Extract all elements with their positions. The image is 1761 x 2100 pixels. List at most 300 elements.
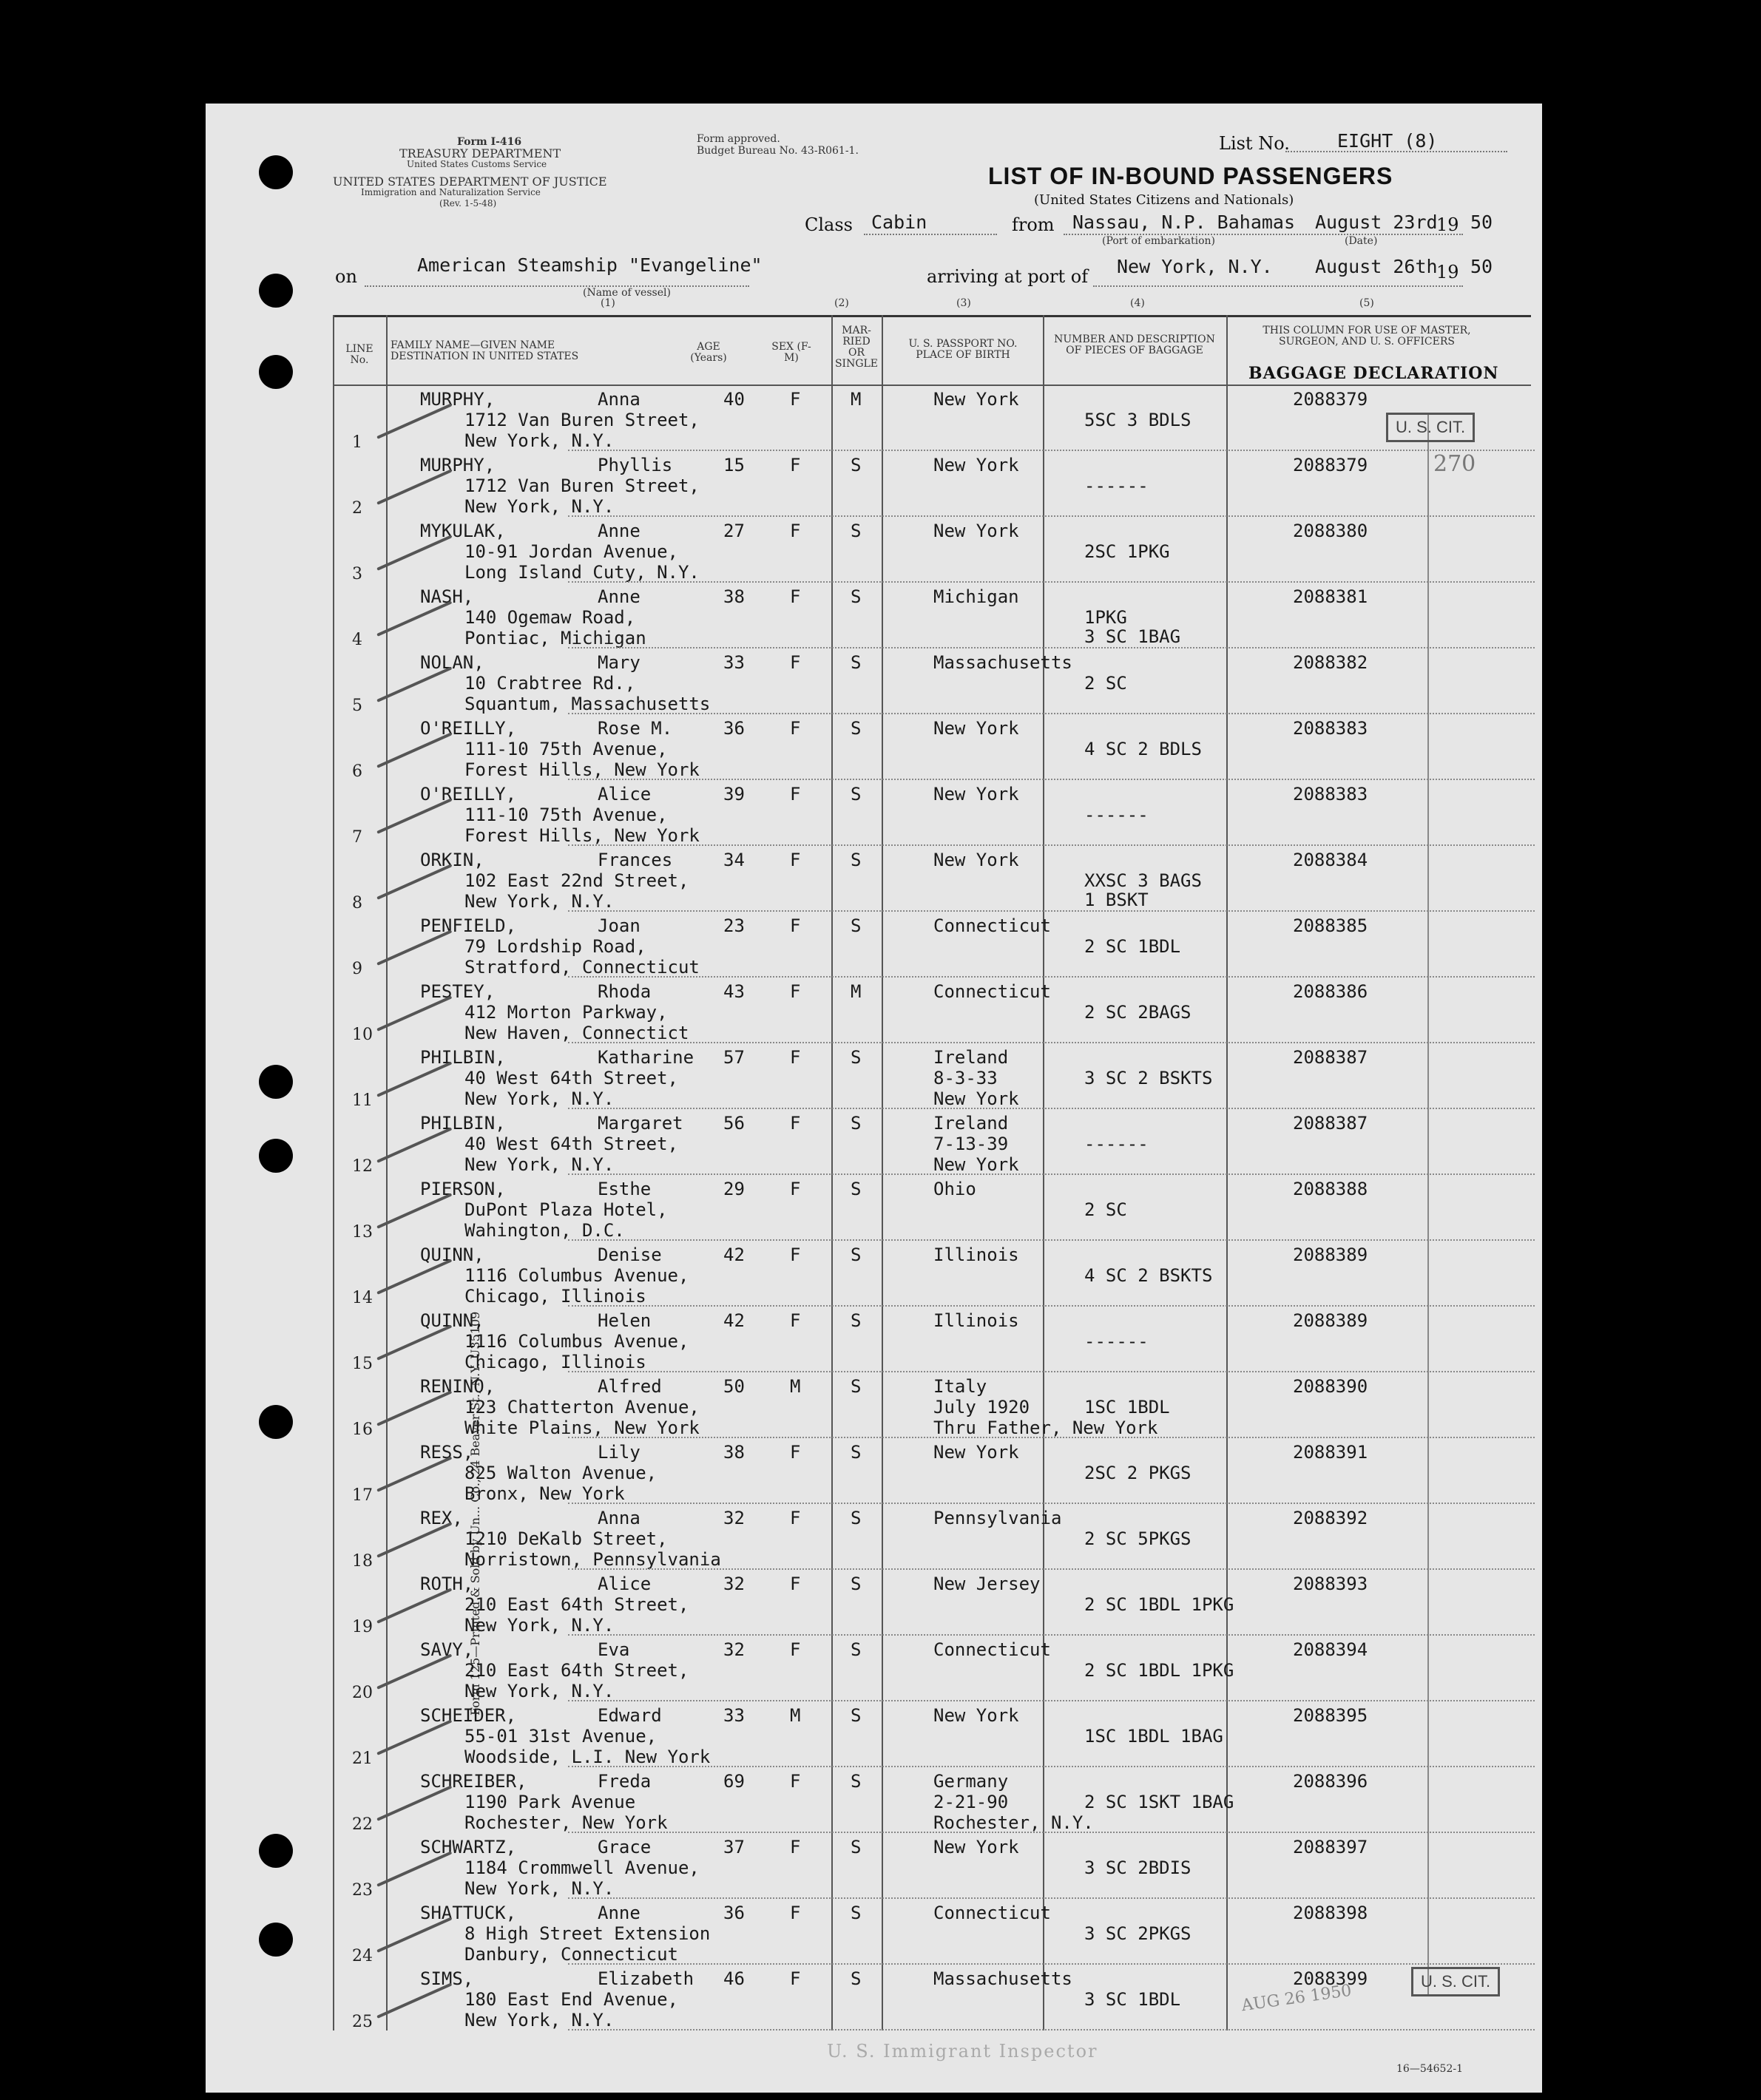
col-num-5: (5) <box>1359 297 1374 309</box>
birth-place: Connecticut <box>933 1639 1051 1660</box>
table-row <box>206 1437 1542 1503</box>
address-street: 79 Lordship Road, <box>464 936 646 957</box>
table-row <box>206 1767 1542 1832</box>
header-baggage-declaration: BAGGAGE DECLARATION <box>1248 364 1499 383</box>
sex: M <box>790 1376 801 1397</box>
address-city: New York, N.Y. <box>464 1088 615 1109</box>
birth-detail: 2-21-90 <box>933 1792 1009 1812</box>
age: 23 <box>723 915 745 936</box>
header-name: FAMILY NAME—GIVEN NAME <box>391 339 555 351</box>
declaration-number: 2088384 <box>1293 850 1368 870</box>
family-name: PHILBIN, <box>420 1113 506 1134</box>
baggage: 2 SC 5PKGS <box>1084 1528 1192 1549</box>
from-label: from <box>1012 214 1055 235</box>
birth-detail: 7-13-39 <box>933 1134 1009 1154</box>
baggage: 3 SC 2BDIS <box>1084 1857 1192 1878</box>
family-name: SAVY, <box>420 1639 474 1660</box>
address-city: New York, N.Y. <box>464 1681 615 1701</box>
address-city: Danbury, Connecticut <box>464 1944 678 1965</box>
age: 32 <box>723 1574 745 1594</box>
table-row <box>206 582 1542 648</box>
justice-department: UNITED STATES DEPARTMENT OF JUSTICE <box>333 175 607 189</box>
family-name: SCHWARTZ, <box>420 1837 517 1857</box>
table-top-rule <box>333 315 1531 317</box>
vessel-line <box>365 285 749 287</box>
given-name: Rose M. <box>598 718 673 739</box>
marital-status: S <box>851 1508 862 1528</box>
birth-place: Ireland <box>933 1113 1009 1134</box>
age: 42 <box>723 1310 745 1331</box>
declaration-number: 2088395 <box>1293 1705 1368 1726</box>
arrival-port: New York, N.Y. <box>1117 256 1273 277</box>
declaration-number: 2088394 <box>1293 1639 1368 1660</box>
family-name: RENINO, <box>420 1376 496 1397</box>
given-name: Grace <box>598 1837 652 1857</box>
table-row <box>206 1503 1542 1569</box>
given-name: Alice <box>598 784 652 805</box>
page-title: LIST OF IN-BOUND PASSENGERS <box>988 163 1393 189</box>
baggage: 5SC 3 BDLS <box>1084 410 1192 430</box>
embark-year-prefix: 19 <box>1436 214 1459 235</box>
family-name: NOLAN, <box>420 652 484 673</box>
address-street: 1190 Park Avenue <box>464 1792 636 1812</box>
given-name: Anne <box>598 521 640 541</box>
line-number: 9 <box>352 960 362 978</box>
birth-place: Connecticut <box>933 981 1051 1002</box>
baggage-2: 1 BSKT <box>1084 890 1149 910</box>
birth-place: New York <box>933 850 1019 870</box>
table-row <box>206 1635 1542 1701</box>
given-name: Joan <box>598 915 640 936</box>
age: 38 <box>723 586 745 607</box>
address-city: New York, N.Y. <box>464 2010 615 2030</box>
header-column-use: THIS COLUMN FOR USE OF MASTER, SURGEON, AND U. S. OFFICERS <box>1263 325 1471 348</box>
line-number: 13 <box>352 1223 373 1242</box>
address-city: Squantum, Massachusetts <box>464 694 711 714</box>
age: 39 <box>723 784 745 805</box>
line-number: 2 <box>352 499 362 518</box>
marital-status: M <box>851 389 862 410</box>
baggage: ------ <box>1084 475 1149 496</box>
baggage: ------ <box>1084 1134 1149 1154</box>
marital-status: S <box>851 784 862 805</box>
address-city: Woodside, L.I. New York <box>464 1747 711 1767</box>
declaration-number: 2088388 <box>1293 1179 1368 1199</box>
address-street: 210 East 64th Street, <box>464 1594 689 1615</box>
age: 29 <box>723 1179 745 1199</box>
line-number: 12 <box>352 1157 373 1176</box>
baggage: 2 SC 1BDL 1PKG <box>1084 1594 1234 1615</box>
birth-place: Massachusetts <box>933 652 1072 673</box>
line-number: 8 <box>352 894 362 912</box>
sex: F <box>790 1244 801 1265</box>
margin-note: 270 <box>1433 451 1476 477</box>
family-name: MYKULAK, <box>420 521 506 541</box>
sex: F <box>790 1047 801 1068</box>
sex: F <box>790 1179 801 1199</box>
family-name: O'REILLY, <box>420 784 517 805</box>
arrival-year: 50 <box>1470 256 1493 277</box>
address-street: 140 Ogemaw Road, <box>464 607 636 628</box>
marital-status: S <box>851 652 862 673</box>
baggage: 4 SC 2 BDLS <box>1084 739 1202 759</box>
address-city: Wahington, D.C. <box>464 1220 625 1241</box>
birth-place: Illinois <box>933 1310 1019 1331</box>
given-name: Eva <box>598 1639 630 1660</box>
address-city: Long Island Cuty, N.Y. <box>464 562 700 583</box>
table-row <box>206 714 1542 779</box>
sex: F <box>790 586 801 607</box>
given-name: Anna <box>598 389 640 410</box>
age: 34 <box>723 850 745 870</box>
age: 40 <box>723 389 745 410</box>
age: 69 <box>723 1771 745 1792</box>
given-name: Frances <box>598 850 673 870</box>
col-num-4: (4) <box>1130 297 1145 309</box>
address-city: New York, N.Y. <box>464 430 615 451</box>
family-name: MURPHY, <box>420 455 496 475</box>
age: 37 <box>723 1837 745 1857</box>
binder-hole <box>259 274 293 308</box>
birth-place: Germany <box>933 1771 1009 1792</box>
baggage: 2 SC <box>1084 673 1127 694</box>
address-street: 1712 Van Buren Street, <box>464 410 700 430</box>
age: 46 <box>723 1968 745 1989</box>
embark-date: August 23rd <box>1315 211 1438 233</box>
address-street: 10 Crabtree Rd., <box>464 673 636 694</box>
baggage: 2SC 1PKG <box>1084 541 1170 562</box>
baggage: 2 SC 1BDL 1PKG <box>1084 1660 1234 1681</box>
address-city: New Haven, Connectict <box>464 1023 689 1043</box>
family-name: PESTEY, <box>420 981 496 1002</box>
declaration-number: 2088382 <box>1293 652 1368 673</box>
birth-place: Illinois <box>933 1244 1019 1265</box>
declaration-number: 2088389 <box>1293 1310 1368 1331</box>
address-city: New York, N.Y. <box>464 1615 615 1636</box>
list-no-value: EIGHT (8) <box>1337 130 1438 152</box>
birth-place: Connecticut <box>933 1903 1051 1923</box>
sex: F <box>790 850 801 870</box>
birth-place: Michigan <box>933 586 1019 607</box>
address-city: New York, N.Y. <box>464 496 615 517</box>
marital-status: S <box>851 850 862 870</box>
given-name: Rhoda <box>598 981 652 1002</box>
header-sex: SEX (F-M) <box>771 341 811 364</box>
given-name: Elizabeth <box>598 1968 694 1989</box>
class-line <box>864 234 997 235</box>
address-street: 55-01 31st Avenue, <box>464 1726 658 1747</box>
given-name: Margaret <box>598 1113 683 1134</box>
address-street: 10-91 Jordan Avenue, <box>464 541 678 562</box>
baggage: XXSC 3 BAGS <box>1084 870 1202 891</box>
family-name: MURPHY, <box>420 389 496 410</box>
baggage: 4 SC 2 BSKTS <box>1084 1265 1213 1286</box>
declaration-number: 2088385 <box>1293 915 1368 936</box>
sex: F <box>790 455 801 475</box>
birth-place: New York <box>933 389 1019 410</box>
age: 27 <box>723 521 745 541</box>
treasury-department: TREASURY DEPARTMENT <box>399 146 561 160</box>
address-city: Chicago, Illinois <box>464 1352 646 1372</box>
marital-status: S <box>851 1244 862 1265</box>
address-city: New York, N.Y. <box>464 1878 615 1899</box>
address-city: Forest Hills, New York <box>464 759 700 780</box>
birth-place: New Jersey <box>933 1574 1041 1594</box>
age: 36 <box>723 718 745 739</box>
family-name: QUINN, <box>420 1310 484 1331</box>
table-row <box>206 779 1542 845</box>
arrival-date: August 26th <box>1315 256 1438 277</box>
given-name: Anne <box>598 586 640 607</box>
marital-status: S <box>851 718 862 739</box>
col-num-1: (1) <box>601 297 615 309</box>
age: 32 <box>723 1639 745 1660</box>
baggage: 3 SC 2 BSKTS <box>1084 1068 1213 1088</box>
line-number: 19 <box>352 1618 373 1636</box>
marital-status: S <box>851 1705 862 1726</box>
line-number: 1 <box>352 433 362 452</box>
table-row <box>206 450 1542 516</box>
line-number: 17 <box>352 1486 373 1505</box>
address-city: Pontiac, Michigan <box>464 628 646 648</box>
family-name: SIMS, <box>420 1968 474 1989</box>
marital-status: S <box>851 1047 862 1068</box>
given-name: Phyllis <box>598 455 673 475</box>
sex: F <box>790 1508 801 1528</box>
age: 50 <box>723 1376 745 1397</box>
declaration-number: 2088389 <box>1293 1244 1368 1265</box>
family-name: NASH, <box>420 586 474 607</box>
address-street: 1116 Columbus Avenue, <box>464 1265 689 1286</box>
line-number: 25 <box>352 2013 373 2031</box>
line-number: 21 <box>352 1750 373 1768</box>
line-number: 10 <box>352 1026 373 1044</box>
table-row <box>206 911 1542 977</box>
baggage: 2 SC 2BAGS <box>1084 1002 1192 1023</box>
address-street: 1712 Van Buren Street, <box>464 475 700 496</box>
birth-place: Massachusetts <box>933 1968 1072 1989</box>
birth-place: Ohio <box>933 1179 976 1199</box>
birth-place: New York <box>933 1705 1019 1726</box>
address-city: Forest Hills, New York <box>464 825 700 846</box>
from-value: Nassau, N.P. Bahamas <box>1072 211 1296 233</box>
age: 43 <box>723 981 745 1002</box>
binder-hole <box>259 155 293 189</box>
baggage: ------ <box>1084 805 1149 825</box>
family-name: PENFIELD, <box>420 915 517 936</box>
address-street: 210 East 64th Street, <box>464 1660 689 1681</box>
sex: F <box>790 718 801 739</box>
class-label: Class <box>805 214 853 235</box>
birth-detail-2: Rochester, N.Y. <box>933 1812 1094 1833</box>
col-num-2: (2) <box>834 297 849 309</box>
table-row <box>206 1043 1542 1108</box>
form-number: Form I-416 <box>457 136 522 148</box>
declaration-number: 2088379 <box>1293 389 1368 410</box>
baggage: ------ <box>1084 1331 1149 1352</box>
line-number: 15 <box>352 1355 373 1373</box>
address-street: 1210 DeKalb Street, <box>464 1528 668 1549</box>
address-city: Chicago, Illinois <box>464 1286 646 1307</box>
table-row <box>206 845 1542 911</box>
declaration-number: 2088387 <box>1293 1047 1368 1068</box>
address-street: 412 Morton Parkway, <box>464 1002 668 1023</box>
marital-status: S <box>851 1903 862 1923</box>
baggage: 2SC 2 PKGS <box>1084 1463 1192 1483</box>
family-name: REX, <box>420 1508 463 1528</box>
sex: F <box>790 521 801 541</box>
header-destination: DESTINATION IN UNITED STATES <box>391 350 579 362</box>
marital-status: S <box>851 1442 862 1463</box>
age: 56 <box>723 1113 745 1134</box>
birth-place: New York <box>933 455 1019 475</box>
birth-detail-2: Thru Father, New York <box>933 1418 1158 1438</box>
line-number: 6 <box>352 762 362 781</box>
address-street: 8 High Street Extension <box>464 1923 711 1944</box>
given-name: Lily <box>598 1442 640 1463</box>
line-number: 5 <box>352 697 362 715</box>
declaration-number: 2088381 <box>1293 586 1368 607</box>
birth-place: New York <box>933 1442 1019 1463</box>
declaration-number: 2088393 <box>1293 1574 1368 1594</box>
birth-place: New York <box>933 784 1019 805</box>
sex: F <box>790 652 801 673</box>
age: 36 <box>723 1903 745 1923</box>
birth-place: Pennsylvania <box>933 1508 1062 1528</box>
given-name: Anne <box>598 1903 640 1923</box>
header-line-no: LINE No. <box>345 343 374 366</box>
given-name: Denise <box>598 1244 662 1265</box>
declaration-number: 2088379 <box>1293 455 1368 475</box>
declaration-number: 2088390 <box>1293 1376 1368 1397</box>
table-row <box>206 516 1542 582</box>
birth-place: Italy <box>933 1376 987 1397</box>
age: 38 <box>723 1442 745 1463</box>
family-name: ORKIN, <box>420 850 484 870</box>
declaration-number: 2088386 <box>1293 981 1368 1002</box>
age: 57 <box>723 1047 745 1068</box>
line-number: 4 <box>352 631 362 649</box>
table-row <box>206 1306 1542 1372</box>
line-number: 23 <box>352 1881 373 1900</box>
family-name: RESS, <box>420 1442 474 1463</box>
sex: F <box>790 1113 801 1134</box>
form-approved: Form approved. <box>697 133 780 145</box>
birth-detail: July 1920 <box>933 1397 1030 1418</box>
header-married: MAR-RIED OR SINGLE <box>834 325 879 370</box>
sex: F <box>790 389 801 410</box>
family-name: SCHREIBER, <box>420 1771 527 1792</box>
marital-status: S <box>851 586 862 607</box>
baggage: 1SC 1BDL 1BAG <box>1084 1726 1223 1747</box>
header-age: AGE (Years) <box>690 341 727 364</box>
family-name: SCHEIDER, <box>420 1705 517 1726</box>
header-passport: U. S. PASSPORT NO. PLACE OF BIRTH <box>908 338 1018 361</box>
family-name: SHATTUCK, <box>420 1903 517 1923</box>
given-name: Anna <box>598 1508 640 1528</box>
table-row <box>206 385 1542 450</box>
family-name: O'REILLY, <box>420 718 517 739</box>
age: 33 <box>723 652 745 673</box>
sex: F <box>790 1837 801 1857</box>
address-city: Bronx, New York <box>464 1483 625 1504</box>
marital-status: S <box>851 1113 862 1134</box>
declaration-number: 2088383 <box>1293 784 1368 805</box>
family-name: PIERSON, <box>420 1179 506 1199</box>
birth-place: New York <box>933 521 1019 541</box>
embark-year: 50 <box>1470 211 1493 233</box>
birth-place: New York <box>933 1837 1019 1857</box>
sex: F <box>790 1574 801 1594</box>
table-row <box>206 1701 1542 1767</box>
table-row <box>206 1372 1542 1437</box>
sex: F <box>790 784 801 805</box>
age: 33 <box>723 1705 745 1726</box>
address-street: 825 Walton Avenue, <box>464 1463 658 1483</box>
marital-status: S <box>851 1771 862 1792</box>
sex: F <box>790 981 801 1002</box>
given-name: Edward <box>598 1705 662 1726</box>
family-name: PHILBIN, <box>420 1047 506 1068</box>
line-number: 14 <box>352 1289 373 1307</box>
marital-status: M <box>851 981 862 1002</box>
line-number: 22 <box>352 1815 373 1834</box>
table-row <box>206 1174 1542 1240</box>
marital-status: S <box>851 1837 862 1857</box>
declaration-number: 2088391 <box>1293 1442 1368 1463</box>
address-city: Norristown, Pennsylvania <box>464 1549 721 1570</box>
baggage: 2 SC 1SKT 1BAG <box>1084 1792 1234 1812</box>
class-value: Cabin <box>871 211 927 233</box>
table-row <box>206 1240 1542 1306</box>
list-no-label: List No. <box>1219 133 1290 154</box>
address-street: 111-10 75th Avenue, <box>464 805 668 825</box>
arrival-line <box>1093 285 1463 287</box>
baggage-2: 3 SC 1BAG <box>1084 626 1181 647</box>
birth-place: Connecticut <box>933 915 1051 936</box>
vessel-name: American Steamship "Evangeline" <box>417 254 763 276</box>
line-number: 11 <box>352 1091 373 1110</box>
given-name: Freda <box>598 1771 652 1792</box>
given-name: Alfred <box>598 1376 662 1397</box>
marital-status: S <box>851 1310 862 1331</box>
form-revision: (Rev. 1-5-48) <box>439 198 497 209</box>
sex: F <box>790 1968 801 1989</box>
immigration-service: Immigration and Naturalization Service <box>361 187 541 197</box>
address-street: 123 Chatterton Avenue, <box>464 1397 700 1418</box>
page-subtitle: (United States Citizens and Nationals) <box>1034 192 1294 208</box>
given-name: Esthe <box>598 1179 652 1199</box>
marital-status: S <box>851 1639 862 1660</box>
right-rule <box>1427 414 1429 1996</box>
sex: F <box>790 1903 801 1923</box>
address-city: Rochester, New York <box>464 1812 668 1833</box>
address-street: 1116 Columbus Avenue, <box>464 1331 689 1352</box>
birth-detail-2: New York <box>933 1154 1019 1175</box>
marital-status: S <box>851 521 862 541</box>
address-street: 40 West 64th Street, <box>464 1134 678 1154</box>
baggage: 2 SC 1BDL <box>1084 936 1181 957</box>
birth-place: Ireland <box>933 1047 1009 1068</box>
marital-status: S <box>851 455 862 475</box>
given-name: Katharine <box>598 1047 694 1068</box>
vessel-caption: (Name of vessel) <box>583 287 671 299</box>
port-caption: (Port of embarkation) <box>1102 235 1215 247</box>
sex: F <box>790 1639 801 1660</box>
declaration-number: 2088387 <box>1293 1113 1368 1134</box>
col-num-3: (3) <box>956 297 971 309</box>
marital-status: S <box>851 1968 862 1989</box>
